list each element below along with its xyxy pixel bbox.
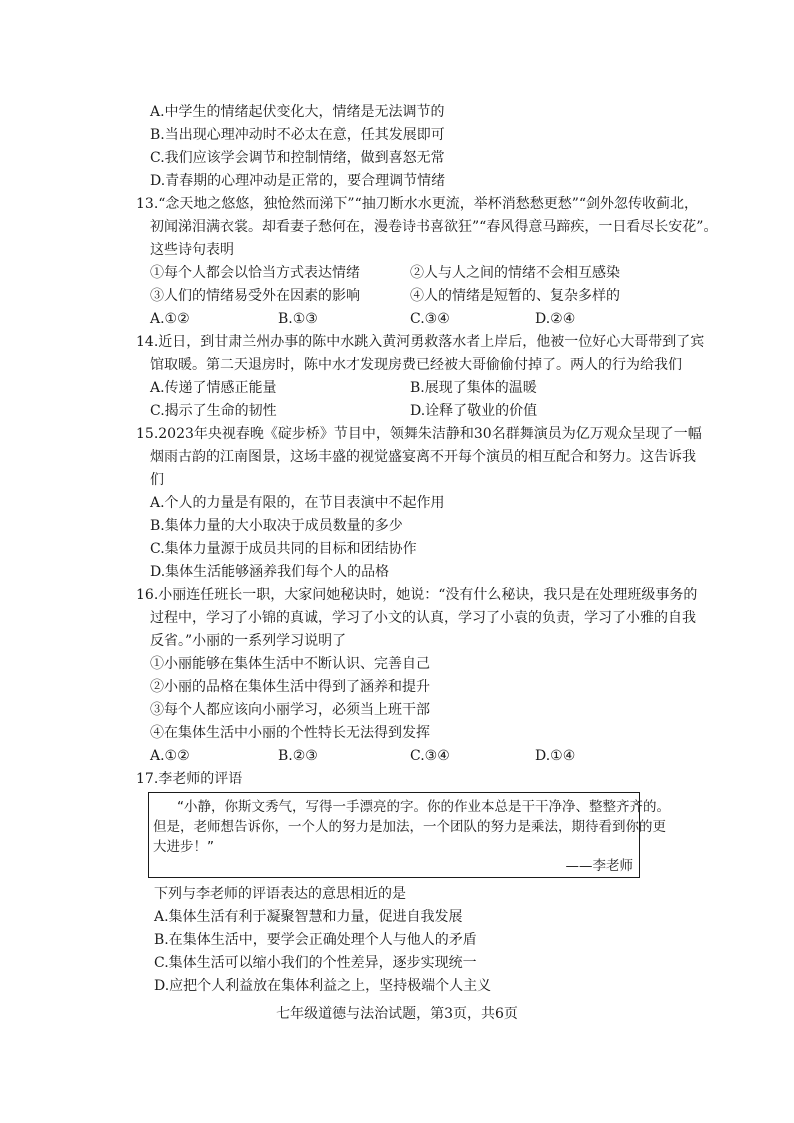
q17-question: 下列与李老师的评语表达的意思相近的是 xyxy=(154,886,406,902)
q14-stem-line-2: 馆取暖。第二天退房时，陈中水才发现房费已经被大哥偷偷付掉了。两人的行为给我们 xyxy=(150,357,682,373)
q13-statement-2: ②人与人之间的情绪不会相互感染 xyxy=(410,265,620,281)
q16-statement-1: ①小丽能够在集体生活中不断认识、完善自己 xyxy=(150,656,430,672)
q13-option-b: B.①③ xyxy=(278,311,318,327)
q16-statement-3: ③每个人都应该向小丽学习，必须当上班干部 xyxy=(150,702,430,718)
q17-option-b: B.在集体生活中，要学会正确处理个人与他人的矛盾 xyxy=(154,932,477,948)
q14-option-c: C.揭示了生命的韧性 xyxy=(150,403,277,419)
q12-option-b: B.当出现心理冲动时不必太在意，任其发展即可 xyxy=(150,127,445,143)
q13-stem-line-1: 13.“念天地之悠悠，独怆然而涕下”“抽刀断水水更流，举杯消愁愁更愁”“剑外忽传收蓟北， xyxy=(136,196,699,212)
q17-title: 17.李老师的评语 xyxy=(136,771,243,787)
q16-option-c: C.③④ xyxy=(410,748,450,764)
q17-option-d: D.应把个人利益放在集体利益之上，坚持极端个人主义 xyxy=(154,978,492,994)
q13-option-d: D.②④ xyxy=(535,311,576,327)
q14-option-a: A.传递了情感正能量 xyxy=(150,380,277,396)
q14-option-d: D.诠释了敬业的价值 xyxy=(410,403,538,419)
q13-stem-line-2: 初闻涕泪满衣裳。却看妻子愁何在，漫卷诗书喜欲狂”“春风得意马蹄疾，一日看尽长安花”。 xyxy=(150,219,718,235)
q15-stem-line-2: 烟雨古韵的江南图景，这场丰盛的视觉盛宴离不开每个演员的相互配合和努力。这告诉我 xyxy=(150,449,696,465)
q12-option-d: D.青春期的心理冲动是正常的，要合理调节情绪 xyxy=(150,173,446,189)
q16-stem-line-2: 过程中，学习了小锦的真诚，学习了小文的认真，学习了小袁的负责，学习了小雅的自我 xyxy=(150,610,696,626)
comment-line-2: 但是，老师想告诉你，一个人的努力是加法，一个团队的努力是乘法，期待看到你的更 xyxy=(153,819,666,835)
q16-statement-2: ②小丽的品格在集体生活中得到了涵养和提升 xyxy=(150,679,430,695)
q16-statement-4: ④在集体生活中小丽的个性特长无法得到发挥 xyxy=(150,725,430,741)
q13-option-c: C.③④ xyxy=(410,311,450,327)
q16-option-a: A.①② xyxy=(150,748,190,764)
q15-option-c: C.集体力量源于成员共同的目标和团结协作 xyxy=(150,541,417,557)
comment-line-1: “小静，你斯文秀气，写得一手漂亮的字。你的作业本总是干干净净、整整齐齐的。 xyxy=(177,799,670,815)
q17-option-a: A.集体生活有利于凝聚智慧和力量，促进自我发展 xyxy=(154,909,463,925)
q13-stem-line-3: 这些诗句表明 xyxy=(150,242,234,258)
q15-stem-line-1: 15.2023年央视春晚《碇步桥》节目中，领舞朱洁静和30名群舞演员为亿万观众呈现了一幅 xyxy=(136,426,702,442)
q17-option-c: C.集体生活可以缩小我们的个性差异，逐步实现统一 xyxy=(154,955,477,971)
q15-option-d: D.集体生活能够涵养我们每个人的品格 xyxy=(150,564,390,580)
q13-statement-1: ①每个人都会以恰当方式表达情绪 xyxy=(150,265,360,281)
q14-option-b: B.展现了集体的温暖 xyxy=(410,380,537,396)
q12-option-c: C.我们应该学会调节和控制情绪，做到喜怒无常 xyxy=(150,150,445,166)
q16-stem-line-1: 16.小丽连任班长一职，大家问她秘诀时，她说：“没有什么秘诀，我只是在处理班级事务的 xyxy=(136,587,698,603)
comment-signature: ——李老师 xyxy=(565,858,633,874)
comment-line-3: 大进步！” xyxy=(153,839,214,855)
q15-option-a: A.个人的力量是有限的，在节目表演中不起作用 xyxy=(150,495,445,511)
q12-option-a: A.中学生的情绪起伏变化大，情绪是无法调节的 xyxy=(150,104,445,120)
q16-option-b: B.②③ xyxy=(278,748,318,764)
q15-stem-line-3: 们 xyxy=(150,472,164,488)
q16-stem-line-3: 反省。”小丽的一系列学习说明了 xyxy=(150,633,347,649)
q15-option-b: B.集体力量的大小取决于成员数量的多少 xyxy=(150,518,403,534)
q16-option-d: D.①④ xyxy=(535,748,576,764)
q13-statement-4: ④人的情绪是短暂的、复杂多样的 xyxy=(410,288,620,304)
q13-option-a: A.①② xyxy=(150,311,190,327)
page-footer: 七年级道德与法治试题，第3页，共6页 xyxy=(276,1006,518,1022)
q14-stem-line-1: 14.近日，到甘肃兰州办事的陈中水跳入黄河勇救落水者上岸后，他被一位好心大哥带到了宾 xyxy=(136,334,705,350)
teacher-comment-box xyxy=(148,792,670,878)
q13-statement-3: ③人们的情绪易受外在因素的影响 xyxy=(150,288,360,304)
